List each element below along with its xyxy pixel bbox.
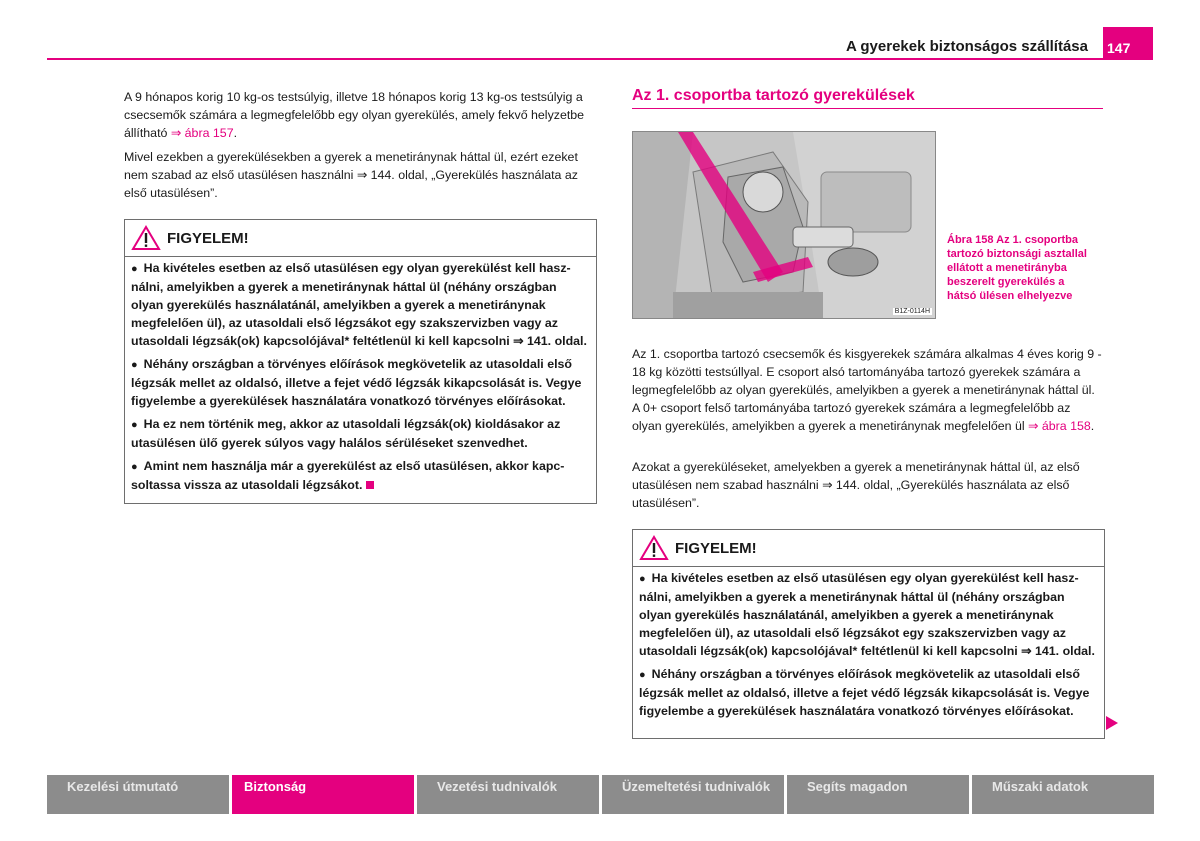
left-p1-end: .: [233, 126, 238, 140]
figure-157-link[interactable]: ⇒ ábra 157: [170, 126, 234, 140]
figure-158-link[interactable]: ⇒ ábra 158: [1028, 419, 1091, 433]
right-warning-item: ● Ha kivételes esetben az első utasülésen egy olyan gyerekülést kell hasz-nálni, amelyikben a gyerek a menetiránynak háttal ül (néhány országban olyan gyerekülés használatánál, amelyikben a gyerek a menetiránynak megfelelően ül), az utasoldali első légzsákot egy szakszervizben vagy az utasoldali légzsák(ok) kapcsolójával* feltétlenül ki kell kapcsolni ⇒ 141. oldal.: [639, 571, 1095, 658]
section-heading-rule: [632, 108, 1103, 109]
right-paragraph-1: [632, 345, 1103, 435]
left-warning-item: ● Ha kivételes esetben az első utasülésen egy olyan gyerekülést kell hasz-nálni, amelyikben a gyerek a menetiránynak háttal ül (néhány országban olyan gyerekülés használatánál, amelyikben a gyerek a menetiránynak megfelelően ül), az utasoldali első légzsákot egy szakszervizben vagy az utasoldali légzsák(ok) kapcsolójával* feltétlenül ki kell kapcsolni ⇒ 141. oldal.: [131, 261, 587, 348]
footer-chapter-tabs: [47, 775, 1154, 814]
warning-triangle-icon: [131, 225, 161, 251]
tab-uzemeltetesi-tudnivalok[interactable]: Üzemeltetési tudnivalók: [602, 775, 784, 814]
tab-muszaki-adatok[interactable]: Műszaki adatok: [972, 775, 1154, 814]
tab-vezetesi-tudnivalok[interactable]: Vezetési tudnivalók: [417, 775, 599, 814]
bullet-icon: ●: [639, 669, 646, 681]
right-warning-box: [632, 529, 1105, 739]
left-warning-box: [124, 219, 597, 504]
tab-kezelesi-utmutato[interactable]: Kezelési útmutató: [47, 775, 229, 814]
page-number: 147: [1107, 40, 1131, 56]
left-warning-item: ● Ha ez nem történik meg, akkor az utasoldali légzsák(ok) kioldásakor az utasülésen ülő gyerek súlyos vagy halálos sérüléseket szenvedhet.: [131, 417, 561, 450]
tab-biztonsag[interactable]: Biztonság: [232, 775, 414, 814]
bullet-icon: ●: [639, 573, 646, 585]
figure-code-label: B1Z-0114H: [894, 308, 930, 315]
section-end-mark-icon: [366, 481, 374, 489]
child-seat-illustration: [633, 132, 935, 318]
left-warning-title: FIGYELEM!: [167, 229, 249, 247]
left-warning-header: [125, 220, 596, 257]
tab-segits-magadon[interactable]: Segíts magadon: [787, 775, 969, 814]
left-warning-item: ● Néhány országban a törvényes előírások megkövetelik az utasoldali első légzsák mellet az oldalsó, illetve a fejet védő légzsák kikapcsolását is. Vegye figyelembe a gyerekülések használatára vonatkozó törvényes előírásokat.: [131, 357, 582, 408]
header-rule: [47, 58, 1103, 60]
section-heading: Az 1. csoportba tartozó gyerekülések: [632, 87, 915, 104]
left-warning-item: ● Amint nem használja már a gyerekülést az első utasülésen, akkor kapc-soltassa vissza az utasoldali légzsákot.: [131, 459, 565, 492]
bullet-icon: ●: [131, 461, 138, 473]
continue-arrow-icon: [1106, 716, 1118, 730]
figure-158-caption: Ábra 158 Az 1. csoportba tartozó biztonsági asztallal ellátott a menetirányba beszerelt gyerekülés a hátsó ülésen elhelyezve: [947, 234, 1087, 302]
left-p1-text: A 9 hónapos korig 10 kg-os testsúlyig, illetve 18 hónapos korig 13 kg-os testsúlyig a csecsemők számára a legmegfelelőbb egy olyan gyerekülés, amely fekvő helyzetbe állítható: [124, 90, 585, 140]
right-warning-item: ● Néhány országban a törvényes előírások megkövetelik az utasoldali első légzsák mellet az oldalsó, illetve a fejet védő légzsák kikapcsolását is. Vegye figyelembe a gyerekülések használatára vonatkozó törvényes előírásokat.: [639, 667, 1090, 718]
warning-triangle-icon: [639, 535, 669, 561]
bullet-icon: ●: [131, 359, 138, 371]
running-header-title: A gyerekek biztonságos szállítása: [845, 38, 1088, 55]
left-paragraph-1: [124, 88, 595, 142]
right-paragraph-2: Azokat a gyereküléseket, amelyekben a gyerek a menetiránynak háttal ül, az első utasülésen nem szabad használni ⇒ 144. oldal, „Gyerekülés használata az első utasülésen”.: [632, 460, 1080, 510]
right-warning-title: FIGYELEM!: [675, 539, 757, 557]
right-p1-text: Az 1. csoportba tartozó csecsemők és kisgyerekek számára alkalmas 4 éves korig 9 - 18 kg közötti testsúllyal. E csoport alsó tartományába tartozó gyerekek számára a legmegfelelőbb az olyan gyerekülés, amelyikben a gyerek a menetiránynak háttal ül. A 0+ csoport felső tartományába tartozó gyerekek számára a legmegfelelőbb az olyan gyerekülés, amelyikben a gyerek a menetiránynak megfelelően ül: [632, 347, 1102, 433]
bullet-icon: ●: [131, 263, 138, 275]
right-warning-body: [633, 567, 1104, 720]
figure-158-child-seat-illustration: [632, 131, 936, 319]
right-p1-end: .: [1090, 419, 1095, 433]
left-paragraph-2: Mivel ezekben a gyerekülésekben a gyerek a menetiránynak háttal ül, ezért ezeket nem szabad az első utasülésen használni ⇒ 144. oldal, „Gyerekülés használata az első utasülésen”.: [124, 150, 578, 200]
bullet-icon: ●: [131, 419, 138, 431]
right-warning-header: [633, 530, 1104, 567]
left-warning-body: [125, 257, 596, 494]
